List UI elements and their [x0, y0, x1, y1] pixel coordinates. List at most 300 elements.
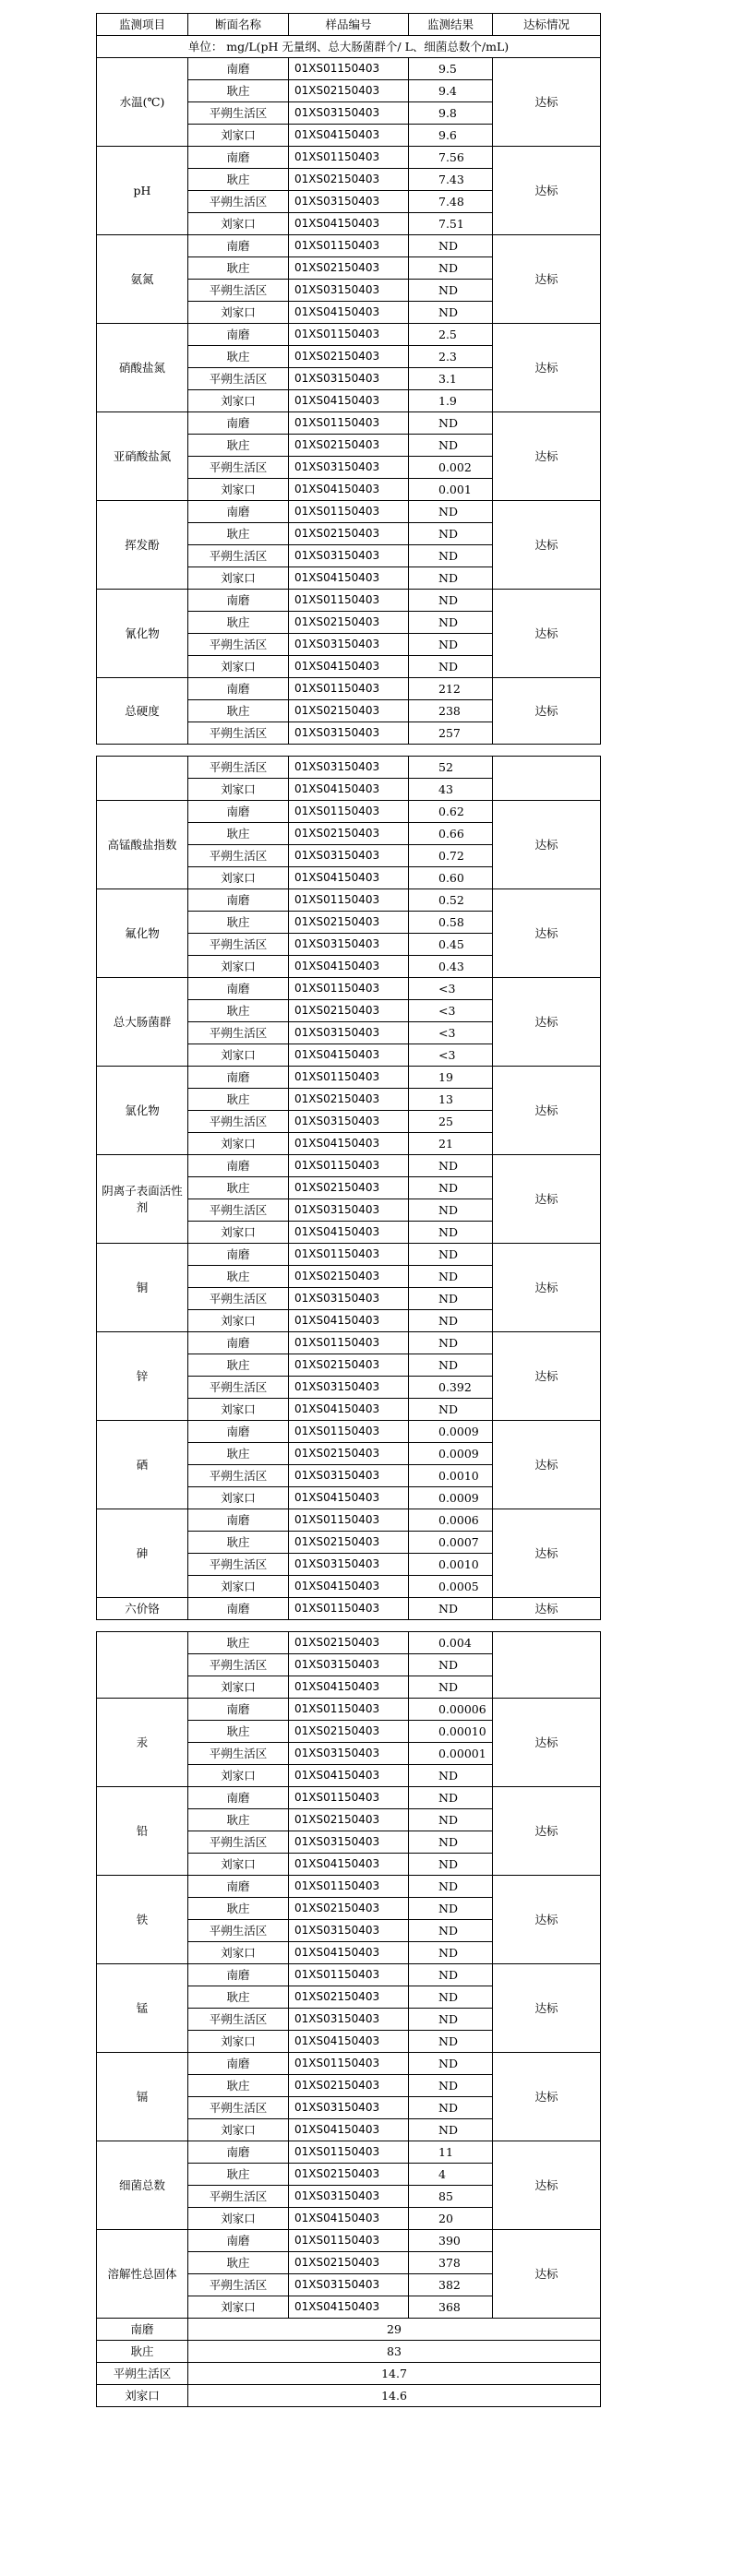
result-cell: 382 — [409, 2274, 493, 2296]
sample-id-cell: 01XS02150403 — [289, 1532, 409, 1554]
result-cell: 368 — [409, 2296, 493, 2319]
result-cell: 0.66 — [409, 823, 493, 845]
section-name-cell: 平朔生活区 — [188, 2097, 289, 2119]
table-row — [97, 1332, 601, 1354]
section-name-cell: 南磨 — [188, 1699, 289, 1721]
section-name-cell: 南磨 — [188, 678, 289, 700]
table-row — [97, 501, 601, 523]
section-name-cell: 刘家口 — [188, 1044, 289, 1067]
sample-id-cell: 01XS03150403 — [289, 1377, 409, 1399]
section-name-cell: 耿庄 — [188, 1354, 289, 1377]
section-name-cell: 南磨 — [188, 58, 289, 80]
sample-id-cell: 01XS02150403 — [289, 1986, 409, 2009]
table-row — [97, 1964, 601, 1986]
header-section: 断面名称 — [188, 14, 289, 36]
status-cell: 达标 — [493, 1787, 601, 1876]
header-sample: 样品编号 — [289, 14, 409, 36]
result-cell: 0.0009 — [409, 1421, 493, 1443]
section-name-cell: 刘家口 — [188, 1310, 289, 1332]
monitor-item-cell: 氰化物 — [97, 590, 188, 678]
result-cell: 7.48 — [409, 191, 493, 213]
result-cell: ND — [409, 1332, 493, 1354]
result-cell: 7.43 — [409, 169, 493, 191]
summary-value-cell: 14.6 — [188, 2385, 601, 2407]
section-name-cell: 耿庄 — [188, 1898, 289, 1920]
summary-row — [97, 2319, 601, 2341]
sample-id-cell: 01XS01150403 — [289, 412, 409, 435]
section-name-cell: 刘家口 — [188, 2119, 289, 2141]
sample-id-cell: 01XS02150403 — [289, 823, 409, 845]
result-cell: 19 — [409, 1067, 493, 1089]
result-cell: 238 — [409, 700, 493, 722]
sample-id-cell: 01XS01150403 — [289, 1332, 409, 1354]
section-name-cell: 耿庄 — [188, 1089, 289, 1111]
result-cell: ND — [409, 1199, 493, 1222]
sample-id-cell: 01XS03150403 — [289, 1022, 409, 1044]
section-name-cell: 耿庄 — [188, 1986, 289, 2009]
result-cell: ND — [409, 501, 493, 523]
section-name-cell: 南磨 — [188, 1421, 289, 1443]
section-name-cell: 刘家口 — [188, 867, 289, 889]
section-name-cell: 平朔生活区 — [188, 1022, 289, 1044]
status-cell: 达标 — [493, 889, 601, 978]
section-name-cell: 刘家口 — [188, 567, 289, 590]
section-name-cell: 南磨 — [188, 1332, 289, 1354]
status-cell: 达标 — [493, 2230, 601, 2319]
status-cell — [493, 757, 601, 801]
sample-id-cell: 01XS01150403 — [289, 1067, 409, 1089]
section-name-cell: 南磨 — [188, 147, 289, 169]
section-name-cell: 南磨 — [188, 1155, 289, 1177]
result-cell: ND — [409, 302, 493, 324]
result-cell: ND — [409, 612, 493, 634]
table-row — [97, 324, 601, 346]
result-cell: ND — [409, 1244, 493, 1266]
monitor-item-cell: 硝酸盐氮 — [97, 324, 188, 412]
monitor-item-cell: 水温(℃) — [97, 58, 188, 147]
section-name-cell: 耿庄 — [188, 80, 289, 102]
summary-value-cell: 14.7 — [188, 2363, 601, 2385]
section-name-cell: 耿庄 — [188, 823, 289, 845]
result-cell: ND — [409, 2075, 493, 2097]
table-row — [97, 1699, 601, 1721]
result-cell: ND — [409, 1354, 493, 1377]
section-name-cell: 平朔生活区 — [188, 545, 289, 567]
section-name-cell: 平朔生活区 — [188, 191, 289, 213]
result-cell: 212 — [409, 678, 493, 700]
sample-id-cell: 01XS04150403 — [289, 390, 409, 412]
sample-id-cell: 01XS04150403 — [289, 1133, 409, 1155]
section-name-cell: 耿庄 — [188, 612, 289, 634]
sample-id-cell: 01XS04150403 — [289, 867, 409, 889]
result-cell: 52 — [409, 757, 493, 779]
result-cell: ND — [409, 1676, 493, 1699]
sample-id-cell: 01XS04150403 — [289, 779, 409, 801]
monitor-item-cell: 铜 — [97, 1244, 188, 1332]
result-cell: ND — [409, 1898, 493, 1920]
section-name-cell: 刘家口 — [188, 1854, 289, 1876]
section-name-cell: 平朔生活区 — [188, 368, 289, 390]
section-name-cell: 平朔生活区 — [188, 1288, 289, 1310]
status-cell: 达标 — [493, 58, 601, 147]
sample-id-cell: 01XS02150403 — [289, 612, 409, 634]
status-cell: 达标 — [493, 2053, 601, 2141]
status-cell: 达标 — [493, 801, 601, 889]
section-name-cell: 平朔生活区 — [188, 2274, 289, 2296]
sample-id-cell: 01XS03150403 — [289, 1199, 409, 1222]
sample-id-cell: 01XS01150403 — [289, 1509, 409, 1532]
unit-row — [97, 36, 601, 58]
section-name-cell: 刘家口 — [188, 2208, 289, 2230]
result-cell: 378 — [409, 2252, 493, 2274]
section-name-cell: 刘家口 — [188, 213, 289, 235]
sample-id-cell: 01XS02150403 — [289, 1809, 409, 1831]
sample-id-cell: 01XS03150403 — [289, 1920, 409, 1942]
result-cell: ND — [409, 1876, 493, 1898]
section-name-cell: 耿庄 — [188, 523, 289, 545]
result-cell: ND — [409, 1831, 493, 1854]
result-cell: ND — [409, 1787, 493, 1809]
result-cell: ND — [409, 590, 493, 612]
sample-id-cell: 01XS01150403 — [289, 1699, 409, 1721]
sample-id-cell: 01XS02150403 — [289, 1721, 409, 1743]
sample-id-cell: 01XS04150403 — [289, 125, 409, 147]
table-row — [97, 757, 601, 779]
result-cell: ND — [409, 1654, 493, 1676]
status-cell: 达标 — [493, 1598, 601, 1620]
table-row — [97, 2053, 601, 2075]
sample-id-cell: 01XS02150403 — [289, 912, 409, 934]
result-cell: 2.3 — [409, 346, 493, 368]
sample-id-cell: 01XS02150403 — [289, 2252, 409, 2274]
result-cell: ND — [409, 2009, 493, 2031]
sample-id-cell: 01XS03150403 — [289, 102, 409, 125]
section-name-cell: 耿庄 — [188, 1266, 289, 1288]
summary-value-cell: 29 — [188, 2319, 601, 2341]
result-cell: 0.001 — [409, 479, 493, 501]
result-cell: ND — [409, 1809, 493, 1831]
result-cell: ND — [409, 1964, 493, 1986]
sample-id-cell: 01XS01150403 — [289, 678, 409, 700]
sample-id-cell: 01XS03150403 — [289, 2186, 409, 2208]
section-name-cell: 平朔生活区 — [188, 845, 289, 867]
section-name-cell: 刘家口 — [188, 1942, 289, 1964]
monitor-item-cell: 细菌总数 — [97, 2141, 188, 2230]
section-name-cell: 耿庄 — [188, 1721, 289, 1743]
monitoring-report-table — [96, 13, 601, 2407]
table-row — [97, 1598, 601, 1620]
section-name-cell: 平朔生活区 — [188, 457, 289, 479]
sample-id-cell: 01XS03150403 — [289, 845, 409, 867]
result-cell: 1.9 — [409, 390, 493, 412]
result-cell: <3 — [409, 1000, 493, 1022]
result-cell: <3 — [409, 1044, 493, 1067]
table-row — [97, 2230, 601, 2252]
status-cell: 达标 — [493, 1155, 601, 1244]
monitor-item-cell: 六价铬 — [97, 1598, 188, 1620]
summary-section-cell: 南磨 — [97, 2319, 188, 2341]
result-cell: 13 — [409, 1089, 493, 1111]
sample-id-cell: 01XS01150403 — [289, 1244, 409, 1266]
table-row — [97, 2141, 601, 2164]
section-name-cell: 平朔生活区 — [188, 1743, 289, 1765]
result-cell: ND — [409, 634, 493, 656]
status-cell: 达标 — [493, 590, 601, 678]
result-cell: ND — [409, 235, 493, 257]
sample-id-cell: 01XS03150403 — [289, 722, 409, 745]
section-name-cell: 平朔生活区 — [188, 1920, 289, 1942]
section-name-cell: 南磨 — [188, 1244, 289, 1266]
section-name-cell: 南磨 — [188, 412, 289, 435]
sample-id-cell: 01XS03150403 — [289, 2274, 409, 2296]
section-name-cell: 刘家口 — [188, 1487, 289, 1509]
table-row — [97, 1155, 601, 1177]
section-name-cell: 南磨 — [188, 1964, 289, 1986]
result-cell: 0.58 — [409, 912, 493, 934]
result-cell: 0.0010 — [409, 1465, 493, 1487]
table-row — [97, 978, 601, 1000]
section-name-cell: 南磨 — [188, 501, 289, 523]
section-name-cell: 耿庄 — [188, 2164, 289, 2186]
section-name-cell: 南磨 — [188, 1509, 289, 1532]
result-cell: ND — [409, 1598, 493, 1620]
sample-id-cell: 01XS02150403 — [289, 169, 409, 191]
section-name-cell: 刘家口 — [188, 2031, 289, 2053]
result-cell: ND — [409, 1288, 493, 1310]
section-name-cell: 刘家口 — [188, 656, 289, 678]
result-cell: ND — [409, 567, 493, 590]
sample-id-cell: 01XS02150403 — [289, 1443, 409, 1465]
table-row — [97, 235, 601, 257]
sample-id-cell: 01XS03150403 — [289, 368, 409, 390]
monitoring-report-table-container — [96, 13, 601, 2407]
summary-section-cell: 刘家口 — [97, 2385, 188, 2407]
monitor-item-cell: 氯化物 — [97, 1067, 188, 1155]
section-name-cell: 平朔生活区 — [188, 1831, 289, 1854]
result-cell: ND — [409, 1942, 493, 1964]
table-row — [97, 590, 601, 612]
status-cell: 达标 — [493, 1244, 601, 1332]
sample-id-cell: 01XS02150403 — [289, 257, 409, 280]
sample-id-cell: 01XS04150403 — [289, 302, 409, 324]
monitor-item-cell: 阴离子表面活性剂 — [97, 1155, 188, 1244]
header-row — [97, 14, 601, 36]
section-name-cell: 南磨 — [188, 2053, 289, 2075]
sample-id-cell: 01XS03150403 — [289, 545, 409, 567]
section-name-cell: 耿庄 — [188, 2075, 289, 2097]
result-cell: 0.60 — [409, 867, 493, 889]
section-name-cell: 平朔生活区 — [188, 722, 289, 745]
section-name-cell: 南磨 — [188, 1876, 289, 1898]
sample-id-cell: 01XS03150403 — [289, 2009, 409, 2031]
status-cell: 达标 — [493, 678, 601, 745]
status-cell: 达标 — [493, 1964, 601, 2053]
section-name-cell: 刘家口 — [188, 1576, 289, 1598]
sample-id-cell: 01XS03150403 — [289, 457, 409, 479]
monitor-item-cell: 砷 — [97, 1509, 188, 1598]
section-name-cell: 耿庄 — [188, 700, 289, 722]
sample-id-cell: 01XS03150403 — [289, 934, 409, 956]
section-name-cell: 耿庄 — [188, 912, 289, 934]
section-name-cell: 耿庄 — [188, 257, 289, 280]
status-cell: 达标 — [493, 1421, 601, 1509]
sample-id-cell: 01XS02150403 — [289, 1000, 409, 1022]
monitor-item-cell: 亚硝酸盐氮 — [97, 412, 188, 501]
result-cell: ND — [409, 1854, 493, 1876]
section-name-cell: 平朔生活区 — [188, 1377, 289, 1399]
header-status: 达标情况 — [493, 14, 601, 36]
result-cell: ND — [409, 656, 493, 678]
page-break-spacer — [97, 1620, 601, 1632]
sample-id-cell: 01XS03150403 — [289, 1288, 409, 1310]
monitor-item-cell: 汞 — [97, 1699, 188, 1787]
section-name-cell: 南磨 — [188, 1787, 289, 1809]
sample-id-cell: 01XS01150403 — [289, 501, 409, 523]
sample-id-cell: 01XS02150403 — [289, 2075, 409, 2097]
sample-id-cell: 01XS01150403 — [289, 1876, 409, 1898]
sample-id-cell: 01XS04150403 — [289, 1487, 409, 1509]
sample-id-cell: 01XS01150403 — [289, 2053, 409, 2075]
result-cell: 0.0009 — [409, 1443, 493, 1465]
table-row — [97, 1632, 601, 1654]
status-cell: 达标 — [493, 1332, 601, 1421]
section-name-cell: 耿庄 — [188, 1809, 289, 1831]
sample-id-cell: 01XS04150403 — [289, 1310, 409, 1332]
sample-id-cell: 01XS04150403 — [289, 1854, 409, 1876]
result-cell: 11 — [409, 2141, 493, 2164]
section-name-cell: 刘家口 — [188, 2296, 289, 2319]
sample-id-cell: 01XS04150403 — [289, 1222, 409, 1244]
section-name-cell: 耿庄 — [188, 2252, 289, 2274]
sample-id-cell: 01XS02150403 — [289, 1354, 409, 1377]
status-cell: 达标 — [493, 324, 601, 412]
result-cell: 21 — [409, 1133, 493, 1155]
monitor-item-cell: 高锰酸盐指数 — [97, 801, 188, 889]
table-row — [97, 1876, 601, 1898]
table-row — [97, 1509, 601, 1532]
header-result: 监测结果 — [409, 14, 493, 36]
section-name-cell: 耿庄 — [188, 169, 289, 191]
result-cell: ND — [409, 1986, 493, 2009]
result-cell: 4 — [409, 2164, 493, 2186]
result-cell: 0.52 — [409, 889, 493, 912]
section-name-cell: 平朔生活区 — [188, 102, 289, 125]
section-name-cell: 刘家口 — [188, 479, 289, 501]
sample-id-cell: 01XS03150403 — [289, 1831, 409, 1854]
table-row — [97, 1421, 601, 1443]
unit-note: 单位： mg/L(pH 无量纲、总大肠菌群个/ L、细菌总数个/mL) — [97, 36, 601, 58]
sample-id-cell: 01XS01150403 — [289, 1421, 409, 1443]
result-cell: 9.6 — [409, 125, 493, 147]
sample-id-cell: 01XS03150403 — [289, 1465, 409, 1487]
result-cell: 3.1 — [409, 368, 493, 390]
sample-id-cell: 01XS04150403 — [289, 213, 409, 235]
result-cell: ND — [409, 545, 493, 567]
sample-id-cell: 01XS02150403 — [289, 1898, 409, 1920]
table-row — [97, 678, 601, 700]
section-name-cell: 平朔生活区 — [188, 757, 289, 779]
section-name-cell: 刘家口 — [188, 1765, 289, 1787]
sample-id-cell: 01XS02150403 — [289, 1177, 409, 1199]
monitor-item-cell: 铅 — [97, 1787, 188, 1876]
result-cell: ND — [409, 1399, 493, 1421]
sample-id-cell: 01XS01150403 — [289, 324, 409, 346]
sample-id-cell: 01XS01150403 — [289, 1155, 409, 1177]
sample-id-cell: 01XS04150403 — [289, 2031, 409, 2053]
result-cell: ND — [409, 280, 493, 302]
result-cell: 7.56 — [409, 147, 493, 169]
section-name-cell: 刘家口 — [188, 302, 289, 324]
status-cell — [493, 1632, 601, 1699]
status-cell: 达标 — [493, 1067, 601, 1155]
sample-id-cell: 01XS03150403 — [289, 2097, 409, 2119]
result-cell: ND — [409, 412, 493, 435]
section-name-cell: 南磨 — [188, 2141, 289, 2164]
result-cell: 9.4 — [409, 80, 493, 102]
section-name-cell: 耿庄 — [188, 435, 289, 457]
result-cell: 7.51 — [409, 213, 493, 235]
sample-id-cell: 01XS04150403 — [289, 2296, 409, 2319]
sample-id-cell: 01XS03150403 — [289, 757, 409, 779]
status-cell: 达标 — [493, 978, 601, 1067]
section-name-cell: 刘家口 — [188, 779, 289, 801]
monitor-item-cell: 硒 — [97, 1421, 188, 1509]
section-name-cell: 平朔生活区 — [188, 1199, 289, 1222]
result-cell: 0.0005 — [409, 1576, 493, 1598]
status-cell: 达标 — [493, 1876, 601, 1964]
section-name-cell: 耿庄 — [188, 346, 289, 368]
monitor-item-cell: pH — [97, 147, 188, 235]
sample-id-cell: 01XS03150403 — [289, 1111, 409, 1133]
section-name-cell: 耿庄 — [188, 1632, 289, 1654]
result-cell: 0.00010 — [409, 1721, 493, 1743]
section-name-cell: 南磨 — [188, 2230, 289, 2252]
status-cell: 达标 — [493, 501, 601, 590]
summary-section-cell: 平朔生活区 — [97, 2363, 188, 2385]
section-name-cell: 刘家口 — [188, 1676, 289, 1699]
sample-id-cell: 01XS01150403 — [289, 978, 409, 1000]
section-name-cell: 刘家口 — [188, 1133, 289, 1155]
result-cell: ND — [409, 2031, 493, 2053]
result-cell: ND — [409, 2119, 493, 2141]
sample-id-cell: 01XS04150403 — [289, 567, 409, 590]
section-name-cell: 南磨 — [188, 324, 289, 346]
table-row — [97, 147, 601, 169]
result-cell: 0.0007 — [409, 1532, 493, 1554]
sample-id-cell: 01XS03150403 — [289, 1743, 409, 1765]
section-name-cell: 耿庄 — [188, 1443, 289, 1465]
sample-id-cell: 01XS03150403 — [289, 1654, 409, 1676]
result-cell: 0.00001 — [409, 1743, 493, 1765]
section-name-cell: 刘家口 — [188, 125, 289, 147]
sample-id-cell: 01XS04150403 — [289, 479, 409, 501]
result-cell: ND — [409, 435, 493, 457]
result-cell: ND — [409, 1310, 493, 1332]
monitor-item-cell: 挥发酚 — [97, 501, 188, 590]
sample-id-cell: 01XS04150403 — [289, 1399, 409, 1421]
result-cell: <3 — [409, 1022, 493, 1044]
section-name-cell: 平朔生活区 — [188, 2186, 289, 2208]
section-name-cell: 平朔生活区 — [188, 1654, 289, 1676]
result-cell: 0.45 — [409, 934, 493, 956]
section-name-cell: 平朔生活区 — [188, 934, 289, 956]
sample-id-cell: 01XS03150403 — [289, 1554, 409, 1576]
monitor-item-cell: 总大肠菌群 — [97, 978, 188, 1067]
sample-id-cell: 01XS03150403 — [289, 280, 409, 302]
sample-id-cell: 01XS04150403 — [289, 956, 409, 978]
result-cell: ND — [409, 2053, 493, 2075]
section-name-cell: 南磨 — [188, 1067, 289, 1089]
